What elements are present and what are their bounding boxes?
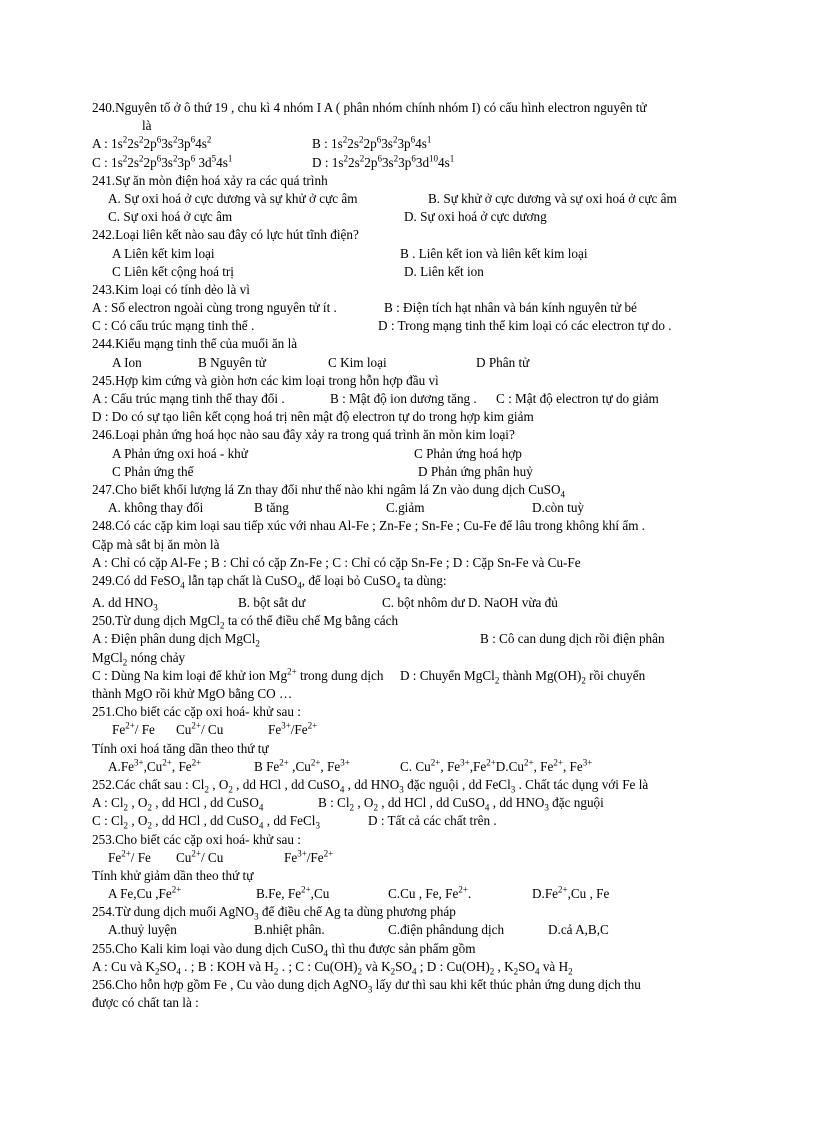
question-253: 253.Cho biết các cặp oxi hoá- khử sau : [92,831,301,847]
q247-options: A. không thay đổi B tăng C.giảm D.còn tuỳ [108,500,585,516]
q241-options-ab: A. Sự oxi hoá ở cực dương và sự khử ở cực âm B. Sự khử ở cực dương và sự oxi hoá ở cực âm [108,190,677,206]
question-243: 243.Kim loại có tính dẻo là vì [92,281,250,297]
q242-options-ab: A Liên kết kim loại B . Liên kết ion và liên kết kim loại [112,245,588,261]
q245-options-abc: A : Cấu trúc mạng tinh thể thay đổi . B : Mật độ ion dương tăng . C : Mật độ electron tự do giảm [92,391,659,406]
question-256-cont: được có chất tan là : [92,995,199,1011]
q243-options-ab: A : Số electron ngoài cùng trong nguyên tử ít . B : Điện tích hạt nhân và bán kính nguyên tử bé [92,300,637,316]
question-244: 244.Kiểu mạng tinh thể của muối ăn là [92,336,298,352]
question-249: 249.Có dd FeSO$_4$ lẫn tạp chất là CuSO$_4$, để loại bỏ CuSO$_4$ ta dùng: [92,572,447,591]
q251-prompt: Tính oxi hoá tăng dần theo thứ tự [92,740,269,756]
q243-options-cd: C : Có cấu trúc mạng tinh thể . D : Trong mạng tinh thể kim loại có các electron tự do . [92,318,672,334]
question-241: 241.Sự ăn mòn điện hoá xảy ra các quá trình [92,172,328,188]
question-255: 255.Cho Kali kim loại vào dung dịch CuSO$_4$ thì thu được sản phẩm gồm [92,940,476,959]
q251-redox-pairs: $Fe^{2+}/$ Fe $Cu^{2+}/$ Cu $Fe^{3+}/Fe^{2+}$ [112,720,318,738]
question-256: 256.Cho hỗn hợp gồm Fe , Cu vào dung dịch AgNO$_3$ lấy dư thì sau khi kết thúc phản ứng dung dịch thu [92,977,641,995]
q241-options-cd: C. Sự oxi hoá ở cực âm D. Sự oxi hoá ở cực dương [108,209,547,225]
question-248-cont: Cặp mà sắt bị ăn mòn là [92,536,220,552]
q252-options-cd: C : $Cl_2$ , $O_2$ , dd HCl , dd CuSO$_4$ , dd FeCl$_3$ D : Tất cả các chất trên . [92,813,497,831]
q253-options: A Fe,Cu $,Fe^{2+}$ B.Fe, $Fe^{2+},Cu$ C.Cu , Fe, $Fe^{2+}$. $D.Fe^{2+},Cu$ , Fe [108,884,610,902]
q253-prompt: Tính khử giảm dần theo thứ tự [92,867,254,883]
document-body [92,99,724,1012]
question-250: 250.Từ dung dịch MgCl$_2$ ta có thể điều chế Mg bằng cách [92,613,399,631]
question-248: 248.Có các cặp kim loại sau tiếp xúc với nhau Al-Fe ; Zn-Fe ; Sn-Fe ; Cu-Fe để lâu trong không khí ẩm . [92,518,646,534]
question-251: 251.Cho biết các cặp oxi hoá- khử sau : [92,704,301,720]
q250-options-cd-cont: thành MgO rồi khử MgO bằng CO … [92,686,293,701]
question-245: 245.Hợp kim cứng và giòn hơn các kim loại trong hỗn hợp đầu vì [92,372,439,388]
q242-options-cd: C Liên kết cộng hoá trị D. Liên kết ion [112,263,484,279]
q240-options-ab: A : $1s^22s^22p^63s^23p^64s^2$ B : $1s^22s^22p^63s^23p^64s^1$ [92,134,432,152]
question-252: 252.Các chất sau : $Cl_2$ , $O_2$ , dd HCl , dd CuSO$_4$ , dd $HNO_3$ đặc nguội , dd FeCl$_3$ . Chất tác dụng với Fe là [92,776,649,795]
question-246: 246.Loại phản ứng hoá học nào sau đây xảy ra trong quá trình ăn mòn kim loại? [92,427,515,443]
question-240: 240.Nguyên tố ở ô thứ 19 , chu kì 4 nhóm I A ( phân nhóm chính nhóm I) có cấu hình electron nguyên tử [92,100,647,115]
q240-options-cd: C : $1s^22s^22p^63s^23p^6$ $3d^54s^1$ D : $1s^22s^22p^63s^23p^63d^{10}4s^1$ [92,153,455,170]
q252-options-ab: A : $Cl_2$ , $O_2$ , dd HCl , dd CuSO$_4$ B : $Cl_2$ , $O_2$ , dd HCl , dd CuSO$_4$ , dd $HNO_3$ đặc nguội [92,795,604,813]
q250-options-ab-cont: MgCl$_2$ nóng chảy [92,649,186,668]
q250-options-ab: A : Điện phân dung dịch MgCl$_2$ B : Cô can dung dịch rồi điện phân [92,631,665,650]
q255-options: A : Cu và $K_2SO_4$ . ; B : KOH và $H_2$ . ; C : $Cu(OH)_2$ và $K_2SO_4$ ; D : $Cu(OH)_2$ , $K_2SO_4$ và $H_2$ [92,958,573,977]
q251-options: $A.Fe^{3+},Cu^{2+}$, $Fe^{2+}$ B $Fe^{2+}$ $,Cu^{2+}$, $Fe^{3+}$ C. $Cu^{2+}$, $Fe^{3+},Fe^{2+}D.Cu^{2+}$, $Fe^{2+}$, $Fe^{3+}$ [108,757,593,774]
q246-options-cd: C Phản ứng thế D Phản ứng phân huỷ [112,463,533,479]
q249-options: A. dd $HNO_3$ B. bột sắt dư C. bột nhôm dư D. NaOH vừa đủ [92,595,558,613]
q244-options: A Ion B Nguyên tử C Kim loại D Phân tử [112,354,530,370]
question-242: 242.Loại liên kết nào sau đây có lực hút tĩnh điện? [92,227,359,243]
question-247: 247.Cho biết khối lượng lá Zn thay đổi như thế nào khi ngâm lá Zn vào dung dịch CuSO$_4$ [92,481,565,500]
q245-option-d: D : Do có sự tạo liên kết cọng hoá trị nên mật độ electron tự do trong hợp kim giảm [92,409,534,425]
q253-redox-pairs: $Fe^{2+}/$ Fe $Cu^{2+}/$ Cu $Fe^{3+}/Fe^{2+}$ [108,848,334,865]
q250-options-cd: C : Dùng Na kim loại để khử ion $Mg^{2+}$ trong dung dịch D : Chuyển MgCl$_2$ thành $Mg(OH)_2$ rồi chuyển [92,666,646,686]
q254-options: A.thuỷ luyện B.nhiệt phân. C.điện phândung dịch D.cả A,B,C [108,922,609,938]
question-240-cont: là [142,118,152,134]
q246-options-ab: A Phản ứng oxi hoá - khử C Phản ứng hoá hợp [112,445,522,461]
question-254: 254.Từ dung dịch muối AgNO$_3$ để điều chế Ag ta dùng phương pháp [92,904,456,922]
q248-options: A : Chỉ có cặp Al-Fe ; B : Chỉ có cặp Zn-Fe ; C : Chỉ có cặp Sn-Fe ; D : Cặp Sn-Fe và Cu-Fe [92,554,581,570]
